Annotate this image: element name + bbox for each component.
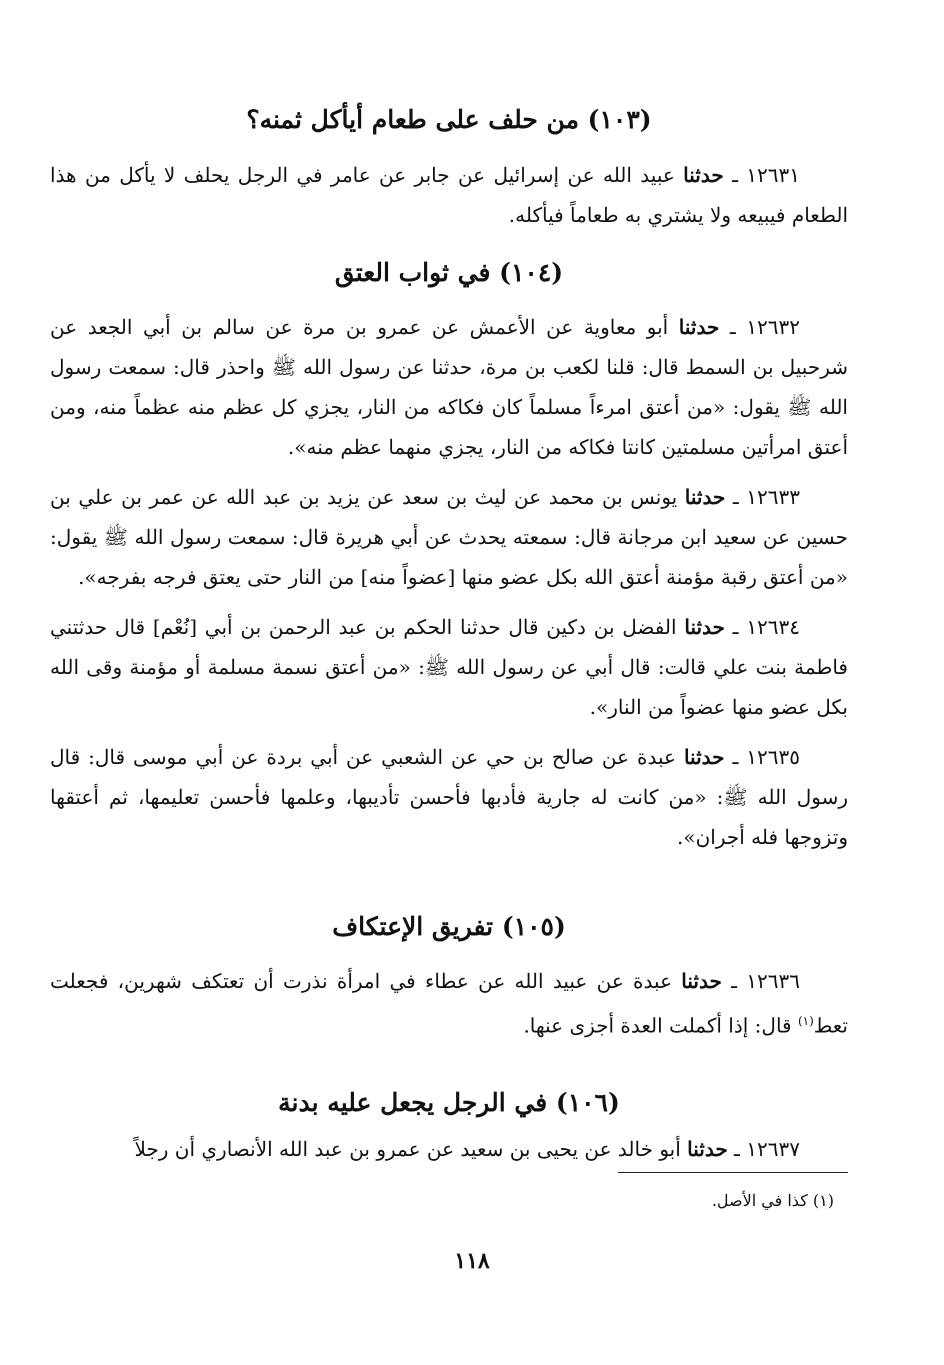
hadith-number: ١٢٦٣٢ xyxy=(746,315,801,339)
hadith-block xyxy=(50,307,848,857)
separator: ـ xyxy=(719,315,747,339)
narration-keyword: حدثنا xyxy=(681,969,722,993)
hadith-number: ١٢٦٣١ xyxy=(746,163,801,187)
hadith-text: عبدة عن صالح بن حي عن الشعبي عن أبي بردة عن أبي موسى قال: قال رسول الله ﷺ: «من كانت له جارية فأدبها فأحسن تأديبها، وعلمها فأحسن تعليمها، ثم أعتقها وتزوجها فله أجران». xyxy=(50,745,848,849)
hadith-text: أبو خالد عن يحيى بن سعيد عن عمرو بن عبد الله الأنصاري أن رجلاً xyxy=(134,1137,681,1161)
hadith-block xyxy=(50,961,848,1046)
hadith-number: ١٢٦٣٥ xyxy=(746,745,801,769)
narration-keyword: حدثنا xyxy=(683,745,725,769)
separator: ـ xyxy=(723,163,747,187)
narration-keyword: حدثنا xyxy=(684,615,725,639)
chapter-heading: (١٠٦) في الرجل يجعل عليه بدنة xyxy=(278,1088,620,1117)
hadith-block xyxy=(50,1129,848,1169)
separator: ـ xyxy=(721,969,747,993)
hadith-number: ١٢٦٣٣ xyxy=(746,485,800,509)
footnote: (١) كذا في الأصل. xyxy=(711,1191,834,1210)
hadith-paragraph xyxy=(50,477,848,597)
hadith-text: يونس بن محمد عن ليث بن سعد عن يزيد بن عبد الله عن عمر بن علي بن حسين عن سعيد ابن مرجانة قال: سمعته يحدث عن أبي هريرة قال: سمعت رسول الله ﷺ يقول: «من أعتق رقبة مؤمنة أعتق الله بكل عضو منها [عضواً منه] من النار حتى يعتق فرجه بفرجه». xyxy=(50,485,848,589)
footnote-divider xyxy=(618,1172,848,1173)
hadith-paragraph xyxy=(50,607,848,727)
narration-keyword: حدثنا xyxy=(687,1137,728,1161)
hadith-text: الفضل بن دكين قال حدثنا الحكم بن عبد الرحمن بن أبي [نُعْم] قال حدثتني فاطمة بنت علي قالت: قال أبي عن رسول الله ﷺ: «من أعتق نسمة مسلمة أو مؤمنة وقى الله بكل عضو منها عضواً من النار». xyxy=(50,615,848,719)
separator: ـ xyxy=(724,745,747,769)
chapter-heading: (١٠٣) من حلف على طعام أيأكل ثمنه؟ xyxy=(246,105,652,134)
separator: ـ xyxy=(724,615,747,639)
hadith-text: أبو معاوية عن الأعمش عن عمرو بن مرة عن سالم بن أبي الجعد عن شرحبيل بن السمط قال: قلنا لكعب بن مرة، حدثنا عن رسول الله ﷺ واحذر قال: سمعت رسول الله ﷺ يقول: «من أعتق امرءاً مسلماً كان فكاكه من النار، يجزي كل عظم منه عظماً منه، ومن أعتق امرأتين مسلمتين كانتا فكاكه من النار، يجزي منهما عظم منه». xyxy=(50,315,848,459)
narration-keyword: حدثنا xyxy=(683,163,724,187)
footnote-reference: (١) xyxy=(797,1014,814,1028)
hadith-text: قال: إذا أكملت العدة أجزى عنها. xyxy=(523,1013,798,1038)
hadith-text: عبدة عن عبيد الله عن عطاء في امرأة نذرت أن تعتكف شهرين، فجعلت تعط xyxy=(50,969,848,1038)
separator: ـ xyxy=(725,485,747,509)
page-number: ١١٨ xyxy=(454,1248,490,1274)
narration-keyword: حدثنا xyxy=(684,485,726,509)
hadith-number: ١٢٦٣٧ xyxy=(746,1137,800,1161)
hadith-paragraph xyxy=(50,1129,848,1169)
hadith-number: ١٢٦٣٦ xyxy=(746,969,801,993)
chapter-heading: (١٠٥) تفريق الإعتكاف xyxy=(332,912,566,941)
narration-keyword: حدثنا xyxy=(678,315,720,339)
hadith-paragraph xyxy=(50,155,848,235)
chapter-heading: (١٠٤) في ثواب العتق xyxy=(334,258,564,287)
separator: ـ xyxy=(727,1137,747,1161)
hadith-paragraph xyxy=(50,307,848,467)
hadith-number: ١٢٦٣٤ xyxy=(746,615,801,639)
hadith-block xyxy=(50,155,848,235)
hadith-paragraph xyxy=(50,737,848,857)
hadith-paragraph xyxy=(50,961,848,1046)
hadith-text: عبيد الله عن إسرائيل عن جابر عن عامر في الرجل يحلف لا يأكل من هذا الطعام فيبيعه ولا يشتري به طعاماً فيأكله. xyxy=(50,163,848,227)
